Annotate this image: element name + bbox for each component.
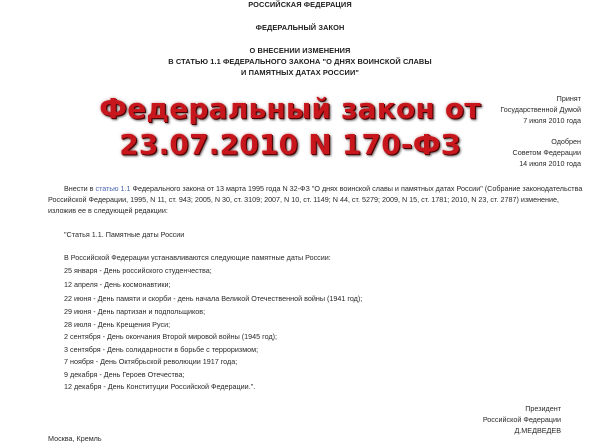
list-item: 9 декабря - День Героев Отечества; (64, 370, 185, 379)
approved-block (513, 136, 581, 169)
list-item: 29 июня - День партизан и подпольщиков; (64, 307, 206, 316)
approved-date: 14 июля 2010 года (519, 159, 581, 168)
signing-place: Москва, Кремль (48, 434, 102, 443)
list-item: 7 ноября - День Октябрьской революции 1917 года; (64, 357, 238, 366)
intro-paragraph (48, 183, 583, 216)
approved-label: Одобрен (551, 137, 581, 146)
subject-heading-line-1: О ВНЕСЕНИИ ИЗМЕНЕНИЯ (249, 46, 351, 55)
article-lead: В Российской Федерации устанавливаются следующие памятные даты России: (64, 253, 331, 262)
list-item: 22 июня - День памяти и скорби - день начала Великой Отечественной войны (1941 год); (64, 294, 363, 303)
document-type-heading: ФЕДЕРАЛЬНЫЙ ЗАКОН (255, 23, 345, 32)
signature-block (483, 403, 561, 436)
overlay-title-line-2: 23.07.2010 N 170-ФЗ (119, 128, 461, 161)
country-heading: РОССИЙСКАЯ ФЕДЕРАЦИЯ (248, 0, 352, 9)
signature-title: Президент (525, 404, 561, 413)
signature-name: Д.МЕДВЕДЕВ (514, 426, 561, 435)
adopted-label: Принят (556, 94, 581, 103)
adopted-body: Государственной Думой (500, 105, 581, 114)
list-item: 28 июля - День Крещения Руси; (64, 320, 171, 329)
intro-text-rest: Федерального закона от 13 марта 1995 года N 32-ФЗ "О днях воинской славы и памятных датах России" (Собрание законодательства Российской Федерации, 1995, N 11, ст. 943; 2005, N 30, ст. 3109; 2007, N 10, ст. 1149; N 44, ст. 5279; 2009, N 15, ст. 1781; 2010, N 23, ст. 2787) изменение, изложив ее в следующей редакции: (48, 184, 583, 215)
list-item: 12 апреля - День космонавтики; (64, 280, 171, 289)
signature-org: Российской Федерации (482, 415, 561, 424)
subject-heading-line-2: В СТАТЬЮ 1.1 ФЕДЕРАЛЬНОГО ЗАКОНА "О ДНЯХ ВОИНСКОЙ СЛАВЫ (168, 57, 432, 66)
list-item: 12 декабря - День Конституции Российской Федерации.". (64, 382, 256, 391)
article-title: "Статья 1.1. Памятные даты России (64, 230, 185, 239)
approved-body: Советом Федерации (512, 148, 581, 157)
adopted-block (500, 93, 581, 126)
article-link[interactable]: статью 1.1 (95, 184, 131, 193)
subject-heading-line-3: И ПАМЯТНЫХ ДАТАХ РОССИИ" (241, 68, 359, 77)
list-item: 3 сентября - День солидарности в борьбе с терроризмом; (64, 345, 259, 354)
list-item: 2 сентября - День окончания Второй мировой войны (1945 год); (64, 332, 278, 341)
adopted-date: 7 июля 2010 года (523, 116, 581, 125)
overlay-title-line-1: Федеральный закон от (99, 92, 481, 125)
intro-text-start: Внести в (64, 184, 96, 193)
list-item: 25 января - День российского студенчества; (64, 266, 212, 275)
